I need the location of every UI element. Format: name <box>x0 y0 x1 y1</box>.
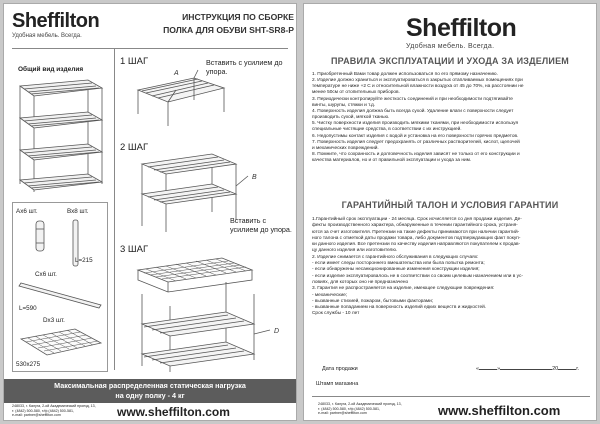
part-d-size: 530х275 <box>16 361 41 368</box>
step-1-label: 1 ШАГ <box>120 56 149 67</box>
sale-date-field[interactable]: « » 20 г. <box>476 366 580 372</box>
parts-list <box>12 202 108 372</box>
part-c-qty: Сх6 шт. <box>35 271 57 278</box>
step-3-label: 3 ШАГ <box>120 244 149 255</box>
part-b-qty: Вх8 шт. <box>67 208 89 215</box>
load-notice-line-1: Максимальная распределенная статическая нагрузка <box>54 381 246 390</box>
part-b-length: L=215 <box>75 257 93 264</box>
text-line: качества материалов, но и от правильной эксплуатации и ухода за ним. <box>312 158 472 164</box>
page-title <box>136 11 294 37</box>
year-blank[interactable] <box>558 369 576 370</box>
brand-slogan: Удобная мебель. Всегда. <box>406 43 495 50</box>
text-line: 3. Периодически контролируйте жесткость соединений и при необходимости подтягивайте <box>312 96 513 102</box>
text-line: менее 50см от отопительных приборов. <box>312 90 400 96</box>
address-line: 248033, г. Калуга, 2-ой Академический проезд, 13, <box>12 404 96 408</box>
part-a-qty: Ах6 шт. <box>16 208 38 215</box>
brand-logo <box>12 10 99 39</box>
part-a-drawing <box>27 219 53 253</box>
part-d-drawing <box>17 327 105 357</box>
phone-line: т. (4842) 500-580, т/ф (4842) 500-581, <box>318 406 380 411</box>
overview-drawing <box>14 76 110 196</box>
text-line: Срок службы - 10 лет <box>312 311 360 317</box>
email-line: e-mail: partner@sheffilton.com <box>318 411 367 416</box>
text-line: 4. Поверхность изделия должна быть всегда сухой. Удаление влаги с поверхности следует <box>312 108 514 114</box>
step-3-drawing <box>130 254 280 372</box>
step-2-part-letter: B <box>252 174 257 181</box>
year-prefix: 20 <box>552 366 559 372</box>
rules-list <box>312 72 590 164</box>
step-2-note: Вставить с усилием до упора. <box>230 216 292 234</box>
text-line: - механические; <box>312 292 348 298</box>
footer-address <box>318 402 428 416</box>
text-line: фекты производственного характера, обнаруженные в течении гарантийного срока, устраня- <box>312 223 518 229</box>
text-line: специальные чистящие средства, в соответствии с их инструкцией. <box>312 127 462 133</box>
text-line: 6. Недопустимы контакт изделия с водой и установка на его поверхности горячих предметов. <box>312 133 519 139</box>
text-line: 8. Помните, что сохранность и долговечность изделия зависят не только от его конструкции и <box>312 152 520 158</box>
footer-website: www.sheffilton.com <box>117 405 230 419</box>
title-line-2: ПОЛКА ДЛЯ ОБУВИ SHT-SR8-P <box>163 25 294 35</box>
text-line: - вызванные попаданием на поверхность изделий едких веществ и жидкостей. <box>312 305 487 311</box>
text-line: 1. Приобретенный Вами товар должен использоваться по его прямому назначению. <box>312 72 498 77</box>
month-blank[interactable] <box>500 369 552 370</box>
warranty-terms <box>312 217 590 318</box>
text-line: ловиях, для которых оно не предназначено <box>312 279 409 285</box>
email-line: e-mail: partner@sheffilton.com <box>12 413 61 418</box>
brand-name: Sheffilton <box>406 14 517 42</box>
address-line: 248033, г. Калуга, 2-ой Академический проезд, 13, <box>318 402 402 406</box>
step-2-label: 2 ШАГ <box>120 142 149 153</box>
sale-date-label: Дата продажи <box>322 366 358 372</box>
care-warranty-page <box>303 3 597 421</box>
step-1-note: Вставить с усилием до упора. <box>206 58 283 76</box>
text-line: 2. Изделие должно храниться и эксплуатироваться в закрытых отапливаемых помещениях при <box>312 78 523 84</box>
text-line: 2. Изделие снимается с гарантийного обслуживания в следующих случаях: <box>312 254 479 260</box>
text-line: - если имеет следы постороннего вмешательства или была попытка ремонта; <box>312 261 485 267</box>
text-line: - если изделие эксплуатировалось не в соответствии со своим целевым назначением или в ус- <box>312 273 523 279</box>
text-line: винты, шурупы, стяжки и т.д. <box>312 102 376 108</box>
text-line: - вызванные стихией, пожаром, бытовыми факторами; <box>312 298 434 304</box>
text-line: цу данного изделия или изготовителю. <box>312 248 398 254</box>
text-line: 3. Гарантия не распространяется на изделие, имеющее следующие повреждения: <box>312 286 495 292</box>
load-notice-line-2: на одну полку - 4 кг <box>115 391 185 400</box>
brand-name: Sheffilton <box>12 10 100 32</box>
stamp-label: Штамп магазина <box>316 381 359 387</box>
text-line: ного талона с отметкой даты продажи товара, либо документов подтверждающих факт покуп- <box>312 235 521 241</box>
warranty-title: ГАРАНТИЙНЫЙ ТАЛОН И УСЛОВИЯ ГАРАНТИИ <box>341 200 559 210</box>
year-suffix: г. <box>576 366 580 372</box>
text-line: - если обнаружены несанкционированные изменения конструкции изделия; <box>312 267 480 273</box>
text-line: ки данного изделия. Все претензии по качеству изделия направляются покупателем к продав- <box>312 242 521 248</box>
title-line-1: ИНСТРУКЦИЯ ПО СБОРКЕ <box>182 12 294 22</box>
text-line: производить сухой, мягкой тканью. <box>312 115 390 121</box>
text-line: и механических повреждений. <box>312 145 379 151</box>
header-divider <box>12 48 288 49</box>
text-line: 7. Поверхность изделия следует предохранять от различных растворителей, кислот, щелочей <box>312 139 520 145</box>
footer-divider <box>312 396 590 397</box>
text-line: ются за счет изготовителя. Претензии на такие дефекты принимаются при наличии гарантий- <box>312 229 520 235</box>
text-line: 5. Чистку поверхности изделия производить мягкими тканями, при необходимости используя <box>312 121 519 127</box>
footer-website: www.sheffilton.com <box>438 403 561 418</box>
part-c-length: L=590 <box>19 305 37 312</box>
step-3-part-letter: D <box>274 328 280 335</box>
brand-slogan: Удобная мебель. Всегда. <box>12 33 82 39</box>
day-blank[interactable] <box>479 369 497 370</box>
step-1-part-letter: A <box>174 70 179 77</box>
column-divider <box>114 48 115 370</box>
step-1-drawing <box>124 72 234 132</box>
load-notice <box>4 379 296 403</box>
overview-label: Общий вид изделия <box>18 66 84 73</box>
footer-address <box>12 404 112 418</box>
part-d-qty: Dх3 шт. <box>43 317 65 324</box>
phone-line: т. (4842) 500-580, т/ф (4842) 500-581, <box>12 408 74 413</box>
rules-title: ПРАВИЛА ЭКСПЛУАТАЦИИ И УХОДА ЗА ИЗДЕЛИЕМ <box>330 56 569 66</box>
text-line: температуре не ниже +2 С и относительной влажности воздуха от 45 до 70%, на расстоянии не <box>312 84 524 90</box>
assembly-instruction-page <box>3 3 297 421</box>
brand-logo <box>406 14 516 50</box>
left-header <box>4 4 296 48</box>
text-line: 1.Гарантийный срок эксплуатации - 24 месяца. Срок исчисляется со дня продажи изделия. Де- <box>312 217 522 222</box>
